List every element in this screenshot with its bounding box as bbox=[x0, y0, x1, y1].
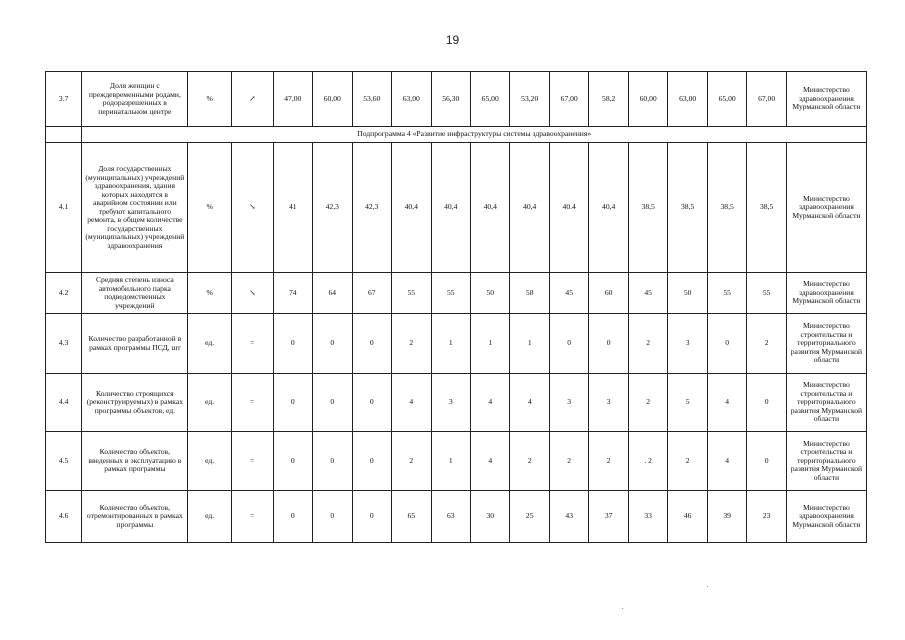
indicator-value: 39 bbox=[707, 491, 746, 543]
indicator-number: 4.4 bbox=[46, 374, 82, 432]
indicator-value: 42,3 bbox=[352, 143, 391, 273]
indicator-value: 38,5 bbox=[707, 143, 746, 273]
indicator-value: 0 bbox=[273, 314, 312, 374]
indicator-number: 4.5 bbox=[46, 432, 82, 491]
indicator-value: 40,4 bbox=[470, 143, 509, 273]
trend-arrow-icon: ↗ bbox=[232, 72, 274, 127]
indicator-value: 60 bbox=[589, 273, 628, 314]
indicator-value: 55 bbox=[747, 273, 786, 314]
indicators-table bbox=[45, 71, 867, 543]
responsible-executor: Министерство строительства и территориального развития Мурманской области bbox=[786, 314, 866, 374]
indicator-value: 1 bbox=[431, 432, 470, 491]
indicator-value: 3 bbox=[668, 314, 707, 374]
indicator-value: 55 bbox=[707, 273, 746, 314]
indicator-value: 0 bbox=[313, 491, 352, 543]
indicator-value: 2 bbox=[392, 314, 431, 374]
trend-arrow-icon: = bbox=[232, 432, 274, 491]
indicator-value: 0 bbox=[313, 432, 352, 491]
indicator-value: 0 bbox=[273, 374, 312, 432]
indicator-value: 40,4 bbox=[392, 143, 431, 273]
indicator-value: 30 bbox=[470, 491, 509, 543]
indicator-unit: ед. bbox=[188, 314, 232, 374]
indicator-value: 65 bbox=[392, 491, 431, 543]
indicator-unit: ед. bbox=[188, 432, 232, 491]
indicator-value: 0 bbox=[549, 314, 588, 374]
indicator-name: Доля государственных (муниципальных) учреждений здравоохранения, здания которых находятся в аварийном состоянии или требуют капитального ремонта, в общем количестве государственных (муниципальных) учреждений здравоохранения bbox=[82, 143, 188, 273]
indicator-number: 3.7 bbox=[46, 72, 82, 127]
indicator-value: 4 bbox=[470, 374, 509, 432]
indicator-value: 2 bbox=[668, 432, 707, 491]
indicator-value: 64 bbox=[313, 273, 352, 314]
indicator-value: 58,2 bbox=[589, 72, 628, 127]
indicator-value: 1 bbox=[470, 314, 509, 374]
indicator-value: 60,00 bbox=[313, 72, 352, 127]
indicator-row bbox=[46, 491, 867, 543]
indicator-value: 4 bbox=[707, 374, 746, 432]
scan-speck bbox=[707, 586, 708, 587]
indicator-value: 2 bbox=[628, 314, 667, 374]
indicator-value: . 2 bbox=[628, 432, 667, 491]
indicator-value: 40,4 bbox=[510, 143, 549, 273]
indicator-value: 67,00 bbox=[549, 72, 588, 127]
trend-arrow-icon: = bbox=[232, 374, 274, 432]
indicator-value: 0 bbox=[313, 374, 352, 432]
indicator-number: 4.2 bbox=[46, 273, 82, 314]
indicators-table-body bbox=[46, 72, 867, 543]
indicator-value: 0 bbox=[313, 314, 352, 374]
indicator-value: 38,5 bbox=[668, 143, 707, 273]
indicator-value: 2 bbox=[589, 432, 628, 491]
indicator-value: 55 bbox=[431, 273, 470, 314]
indicator-value: 43 bbox=[549, 491, 588, 543]
indicator-unit: ед. bbox=[188, 374, 232, 432]
indicator-value: 63,00 bbox=[392, 72, 431, 127]
indicator-value: 0 bbox=[589, 314, 628, 374]
indicator-unit: % bbox=[188, 72, 232, 127]
responsible-executor: Министерство строительства и территориального развития Мурманской области bbox=[786, 432, 866, 491]
responsible-executor: Министерство здравоохранения Мурманской области bbox=[786, 273, 866, 314]
indicator-value: 41 bbox=[273, 143, 312, 273]
subprogram-title: Подпрограмма 4 «Развитие инфраструктуры системы здравоохранения» bbox=[82, 127, 867, 143]
indicator-row bbox=[46, 143, 867, 273]
indicator-value: 65,00 bbox=[707, 72, 746, 127]
page-number: 19 bbox=[445, 33, 460, 47]
indicator-name: Количество объектов, отремонтированных в рамках программы bbox=[82, 491, 188, 543]
indicator-value: 50 bbox=[668, 273, 707, 314]
indicator-value: 40,4 bbox=[431, 143, 470, 273]
indicator-value: 0 bbox=[352, 314, 391, 374]
subprogram-row bbox=[46, 127, 867, 143]
indicator-row bbox=[46, 314, 867, 374]
indicator-value: 2 bbox=[747, 314, 786, 374]
indicator-value: 0 bbox=[352, 432, 391, 491]
indicator-value: 2 bbox=[510, 432, 549, 491]
responsible-executor: Министерство здравоохранения Мурманской области bbox=[786, 143, 866, 273]
indicator-name: Количество объектов, введенных в эксплуатацию в рамках программы bbox=[82, 432, 188, 491]
indicator-row bbox=[46, 72, 867, 127]
indicator-value: 53,20 bbox=[510, 72, 549, 127]
indicator-value: 2 bbox=[549, 432, 588, 491]
trend-arrow-icon: ↘ bbox=[232, 143, 274, 273]
scan-speck bbox=[622, 608, 623, 609]
indicator-value: 53,60 bbox=[352, 72, 391, 127]
trend-arrow-icon: = bbox=[232, 491, 274, 543]
indicator-value: 0 bbox=[273, 432, 312, 491]
indicator-value: 47,00 bbox=[273, 72, 312, 127]
indicator-number: 4.3 bbox=[46, 314, 82, 374]
indicator-value: 0 bbox=[707, 314, 746, 374]
trend-arrow-icon: ↘ bbox=[232, 273, 274, 314]
subprogram-num-cell bbox=[46, 127, 82, 143]
indicator-value: 5 bbox=[668, 374, 707, 432]
indicator-value: 63,00 bbox=[668, 72, 707, 127]
indicator-unit: % bbox=[188, 273, 232, 314]
indicator-value: 4 bbox=[510, 374, 549, 432]
indicator-value: 45 bbox=[549, 273, 588, 314]
indicator-value: 1 bbox=[431, 314, 470, 374]
indicator-value: 23 bbox=[747, 491, 786, 543]
trend-arrow-icon: = bbox=[232, 314, 274, 374]
indicator-row bbox=[46, 273, 867, 314]
indicator-value: 38,5 bbox=[747, 143, 786, 273]
indicator-value: 60,00 bbox=[628, 72, 667, 127]
indicator-value: 37 bbox=[589, 491, 628, 543]
indicator-value: 33 bbox=[628, 491, 667, 543]
indicator-unit: % bbox=[188, 143, 232, 273]
responsible-executor: Министерство здравоохранения Мурманской области bbox=[786, 491, 866, 543]
indicator-value: 74 bbox=[273, 273, 312, 314]
indicator-row bbox=[46, 374, 867, 432]
indicator-value: 40,4 bbox=[589, 143, 628, 273]
indicator-value: 3 bbox=[549, 374, 588, 432]
indicator-value: 38,5 bbox=[628, 143, 667, 273]
indicator-value: 4 bbox=[470, 432, 509, 491]
indicator-unit: ед. bbox=[188, 491, 232, 543]
indicator-value: 1 bbox=[510, 314, 549, 374]
indicator-value: 63 bbox=[431, 491, 470, 543]
indicator-value: 45 bbox=[628, 273, 667, 314]
indicator-value: 0 bbox=[747, 374, 786, 432]
indicator-value: 56,30 bbox=[431, 72, 470, 127]
indicator-value: 3 bbox=[431, 374, 470, 432]
indicator-name: Количество строящихся (реконструируемых) в рамках программы объектов, ед. bbox=[82, 374, 188, 432]
indicator-value: 67,00 bbox=[747, 72, 786, 127]
indicator-value: 0 bbox=[273, 491, 312, 543]
indicator-value: 40.4 bbox=[549, 143, 588, 273]
indicator-value: 0 bbox=[352, 491, 391, 543]
indicator-value: 42,3 bbox=[313, 143, 352, 273]
responsible-executor: Министерство здравоохранения Мурманской области bbox=[786, 72, 866, 127]
indicator-value: 4 bbox=[707, 432, 746, 491]
indicator-number: 4.1 bbox=[46, 143, 82, 273]
indicator-value: 46 bbox=[668, 491, 707, 543]
indicator-value: 2 bbox=[628, 374, 667, 432]
indicator-value: 50 bbox=[470, 273, 509, 314]
indicator-value: 25 bbox=[510, 491, 549, 543]
indicator-value: 55 bbox=[392, 273, 431, 314]
indicator-value: 2 bbox=[392, 432, 431, 491]
indicator-value: 0 bbox=[747, 432, 786, 491]
indicator-name: Средняя степень износа автомобильного парка подведомственных учреждений bbox=[82, 273, 188, 314]
indicator-name: Количество разработанной в рамках программы ПСД, шт bbox=[82, 314, 188, 374]
indicator-value: 58 bbox=[510, 273, 549, 314]
indicator-value: 0 bbox=[352, 374, 391, 432]
indicator-value: 3 bbox=[589, 374, 628, 432]
indicator-name: Доля женщин с преждевременными родами, родоразрешенных в перинатальном центре bbox=[82, 72, 188, 127]
indicator-value: 4 bbox=[392, 374, 431, 432]
indicator-value: 67 bbox=[352, 273, 391, 314]
indicator-number: 4.6 bbox=[46, 491, 82, 543]
indicator-value: 65,00 bbox=[470, 72, 509, 127]
indicator-row bbox=[46, 432, 867, 491]
responsible-executor: Министерство строительства и территориального развития Мурманской области bbox=[786, 374, 866, 432]
